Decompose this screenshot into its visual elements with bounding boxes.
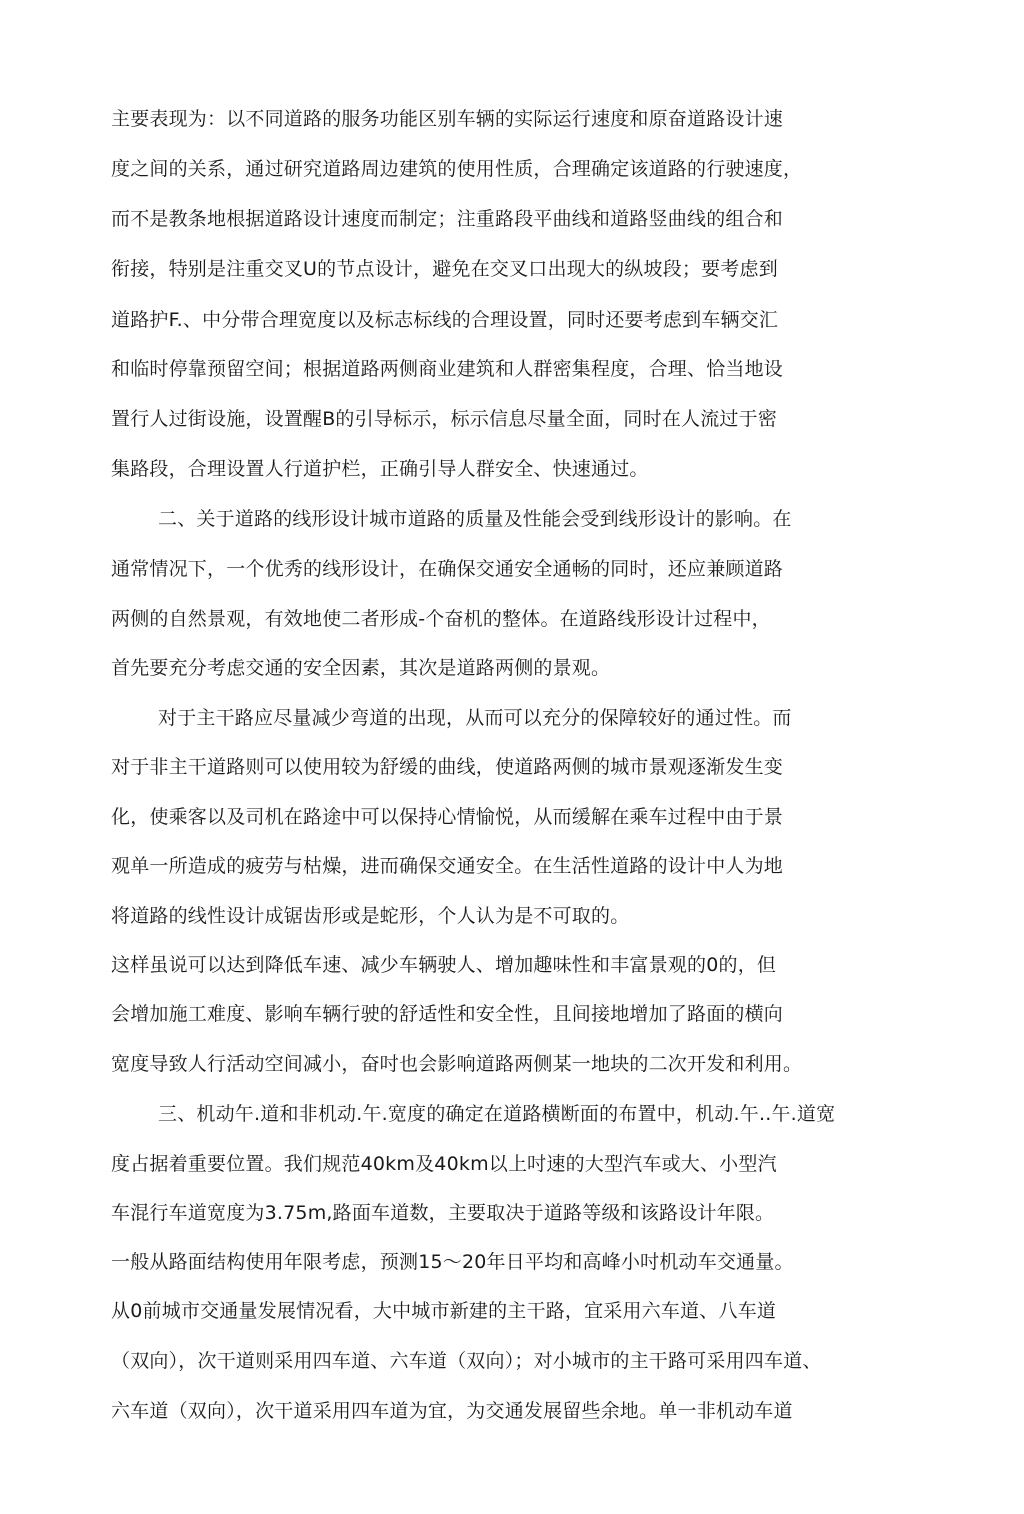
text-line-15: 化，使乘客以及司机在路途中可以保持心情愉悦，从而缓解在乘车过程中由于景 bbox=[111, 806, 784, 828]
text-line-16: 观单一所造成的疲劳与枯燥，进而确保交通安全。在生活性道路的设计中人为地 bbox=[111, 855, 784, 877]
text-line-2: 度之间的关系，通过研究道路周边建筑的使用性质，合理确定该道路的行驶速度， bbox=[111, 158, 803, 180]
text-line-9: 二、关于道路的线形设计城市道路的质量及性能会受到线形设计的影响。在 bbox=[158, 508, 792, 530]
text-line-27: 六车道（双向），次干道采用四车道为宜，为交通发展留些余地。单一非机动车道 bbox=[111, 1400, 793, 1422]
text-line-25: 从0前城市交通量发展情况看，大中城市新建的主干路，宜采用六车道、八车道 bbox=[111, 1300, 777, 1322]
text-line-18: 这样虽说可以达到降低车速、减少车辆驶人、增加趣味性和丰富景观的0的，但 bbox=[111, 954, 777, 976]
text-line-26: （双向），次干道则采用四车道、六车道（双向）；对小城市的主干路可采用四车道、 bbox=[111, 1350, 822, 1372]
text-line-17: 将道路的线性设计成锯齿形或是蛇形，个人认为是不可取的。 bbox=[111, 905, 630, 927]
text-line-21: 三、机动午.道和非机动.午.宽度的确定在道路横断面的布置中，机动.午..午.道宽 bbox=[158, 1103, 836, 1125]
text-line-14: 对于非主干道路则可以使用较为舒缓的曲线，使道路两侧的城市景观逐渐发生变 bbox=[111, 756, 784, 778]
text-line-23: 车混行车道宽度为3.75m,路面车道数，主要取决于道路等级和该路设计年限。 bbox=[111, 1202, 775, 1224]
text-line-4: 衔接，特别是注重交叉U的节点设计，避免在交叉口出现大的纵坡段；要考虑到 bbox=[111, 258, 778, 280]
text-line-3: 而不是教条地根据道路设计速度而制定；注重路段平曲线和道路竖曲线的组合和 bbox=[111, 208, 784, 230]
text-line-24: 一般从路面结构使用年限考虑，预测15～20年日平均和高峰小吋机动车交通量。 bbox=[111, 1251, 794, 1273]
text-line-1: 主要表现为：以不同道路的服务功能区别车辆的实际运行速度和原奋道路设计速 bbox=[111, 108, 784, 130]
text-line-5: 道路护F.、中分带合理宽度以及标志标线的合理设置，同时还要考虑到车辆交汇 bbox=[111, 309, 779, 331]
text-line-10: 通常情况下，一个优秀的线形设计，在确保交通安全通畅的同时，还应兼顾道路 bbox=[111, 558, 784, 580]
text-line-19: 会增加施工难度、影响车辆行驶的舒适性和安全性，且间接地增加了路面的横向 bbox=[111, 1003, 784, 1025]
text-line-11: 两侧的自然景观，有效地使二者形成-个奋机的整体。在道路线形设计过程中， bbox=[111, 608, 771, 630]
text-line-8: 集路段，合理设置人行道护栏，正确引导人群安全、快速通过。 bbox=[111, 458, 649, 480]
text-line-13: 对于主干路应尽量减少弯道的出现，从而可以充分的保障较好的通过性。而 bbox=[158, 707, 792, 729]
text-line-20: 宽度导致人行活动空间减小，奋吋也会影响道路两侧某一地块的二次开发和利用。 bbox=[111, 1053, 803, 1075]
text-line-6: 和临时停靠预留空间；根据道路两侧商业建筑和人群密集程度，合理、恰当地设 bbox=[111, 358, 784, 380]
text-line-7: 置行人过街设施，设置醒B的引导标示，标示信息尽量全面，同时在人流过于密 bbox=[111, 408, 778, 430]
text-line-12: 首先要充分考虑交通的安全因素，其次是道路两侧的景观。 bbox=[111, 657, 611, 679]
text-line-22: 度占据着重要位置。我们规范40km及40km以上吋速的大型汽车或大、小型汽 bbox=[111, 1153, 777, 1175]
